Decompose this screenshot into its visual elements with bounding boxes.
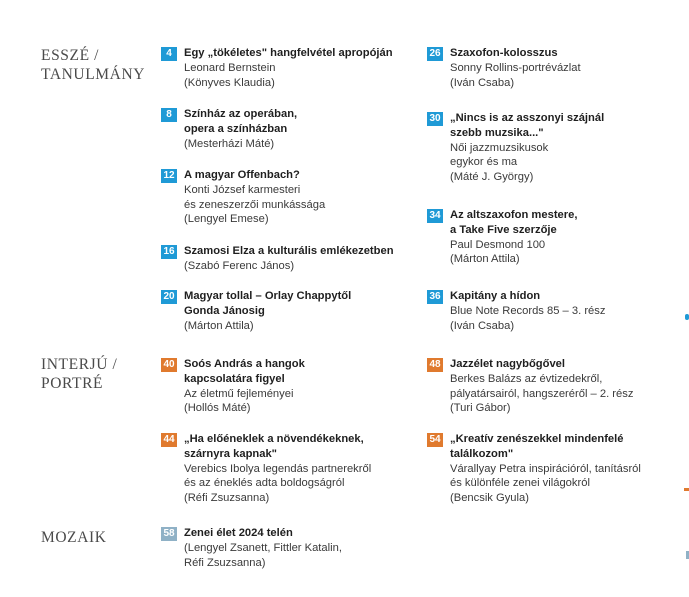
- page-number-badge: 58: [161, 527, 177, 541]
- toc-entry[interactable]: [427, 46, 581, 90]
- entry-subtitle: Sonny Rollins-portrévázlat (Iván Csaba): [450, 61, 581, 89]
- page-number-badge: 12: [161, 169, 177, 183]
- page-number-badge: 36: [427, 290, 443, 304]
- entry-title: Színház az operában, opera a színházban: [184, 108, 298, 135]
- entry-title: „Kreatív zenészekkel mindenfelé találkozom": [450, 433, 624, 460]
- entry-title: Zenei élet 2024 telén: [184, 527, 293, 539]
- entry-subtitle: Blue Note Records 85 – 3. rész (Iván Csaba): [450, 304, 606, 332]
- toc-entry[interactable]: [161, 289, 351, 333]
- entry-subtitle: Paul Desmond 100 (Márton Attila): [450, 238, 546, 266]
- entry-title: Kapitány a hídon: [450, 290, 541, 302]
- page-number-badge: 54: [427, 433, 443, 447]
- entry-subtitle: Berkes Balázs az évtizedekről, pályatársairól, hangszeréről – 2. rész (Turi Gábor): [450, 372, 634, 415]
- toc-entry[interactable]: [161, 46, 393, 90]
- entry-title: Jazzélet nagybőgővel: [450, 358, 566, 370]
- toc-entry[interactable]: [161, 432, 371, 506]
- section-label-interview: INTERJÚ / PORTRÉ: [41, 356, 118, 392]
- entry-subtitle: Konti József karmesteri és zeneszerzői munkássága (Lengyel Emese): [184, 183, 326, 226]
- toc-entry[interactable]: [161, 168, 325, 227]
- section-label-essay: ESSZÉ / TANULMÁNY: [41, 47, 146, 83]
- entry-title: A magyar Offenbach?: [184, 169, 300, 181]
- entry-subtitle: (Mesterházi Máté): [184, 137, 275, 150]
- toc-entry[interactable]: [161, 526, 342, 570]
- page-edge-fragment: [684, 488, 689, 491]
- page-number-badge: 30: [427, 112, 443, 126]
- toc-entry[interactable]: [427, 432, 641, 506]
- entry-title: Egy „tökéletes" hangfelvétel apropóján: [184, 47, 393, 59]
- page-number-badge: 40: [161, 358, 177, 372]
- toc-entry[interactable]: [427, 357, 633, 416]
- entry-title: „Ha előéneklek a növendékeknek, szárnyra kapnak": [184, 433, 364, 460]
- entry-subtitle: Az életmű fejleményei (Hollós Máté): [184, 387, 294, 415]
- entry-subtitle: Női jazzmuzsikusok egykor és ma (Máté J. György): [450, 141, 549, 184]
- entry-subtitle: (Márton Attila): [184, 319, 254, 332]
- page-number-badge: 48: [427, 358, 443, 372]
- page-number-badge: 44: [161, 433, 177, 447]
- entry-title: „Nincs is az asszonyi szájnál szebb muzsika...": [450, 112, 605, 139]
- page-number-badge: 26: [427, 47, 443, 61]
- page-number-badge: 16: [161, 245, 177, 259]
- page-number-badge: 8: [161, 108, 177, 122]
- toc-entry[interactable]: [161, 357, 305, 416]
- page-number-badge: 34: [427, 209, 443, 223]
- toc-entry[interactable]: [161, 244, 394, 274]
- entry-title: Az altszaxofon mestere, a Take Five szerzője: [450, 209, 578, 236]
- section-label-mosaic: MOZAIK: [41, 529, 107, 546]
- entry-title: Magyar tollal – Orlay Chappytől Gonda Jánosig: [184, 290, 352, 317]
- entry-subtitle: Leonard Bernstein (Könyves Klaudia): [184, 61, 276, 89]
- entry-title: Soós András a hangok kapcsolatára figyel: [184, 358, 305, 385]
- toc-entry[interactable]: [161, 107, 297, 151]
- entry-subtitle: (Szabó Ferenc János): [184, 259, 295, 272]
- toc-entry[interactable]: [427, 289, 605, 333]
- entry-title: Szamosi Elza a kulturális emlékezetben: [184, 245, 394, 257]
- entry-subtitle: Verebics Ibolya legendás partnerekről és az éneklés adta boldogságról (Réfi Zsuzsanna): [184, 462, 372, 505]
- toc-entry[interactable]: [427, 111, 604, 185]
- entry-subtitle: Várallyay Petra inspirációról, tanításról és különféle zenei világokról (Bencsik Gyula): [450, 462, 641, 505]
- entry-subtitle: (Lengyel Zsanett, Fittler Katalin, Réfi Zsuzsanna): [184, 541, 342, 569]
- page-number-badge: 20: [161, 290, 177, 304]
- page-number-badge: 4: [161, 47, 177, 61]
- toc-entry[interactable]: [427, 208, 577, 267]
- page-edge-fragment: [685, 314, 689, 320]
- entry-title: Szaxofon-kolosszus: [450, 47, 558, 59]
